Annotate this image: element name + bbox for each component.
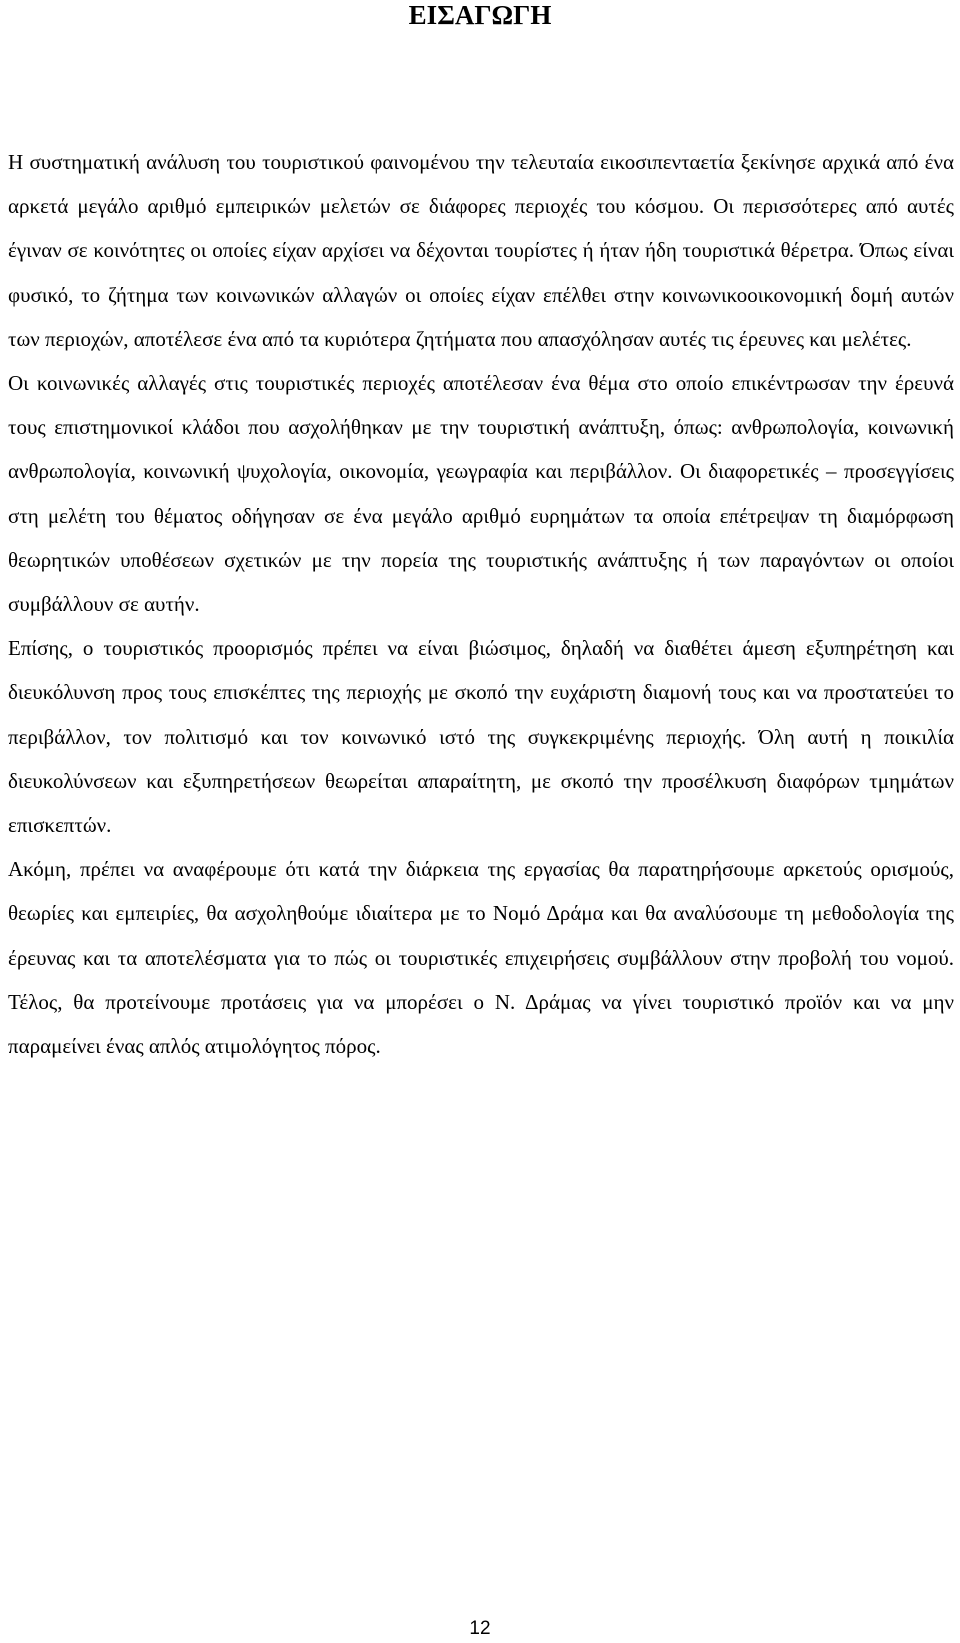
page-number: 12 (469, 1618, 491, 1639)
paragraph-1: Η συστηματική ανάλυση του τουριστικού φαινομένου την τελευταία εικοσιπενταετία ξεκίνησε αρχικά από ένα αρκετά μεγάλο αριθμό εμπειρικών μελετών σε διάφορες περιοχές του κόσμου. Οι περισσότερες από αυτές έγιναν σε κοινότητες οι οποίες είχαν αρχίσει να δέχονται τουρίστες ή ήταν ήδη τουριστικά θέρετρα. Όπως είναι φυσικό, το ζήτημα των κοινωνικών αλλαγών οι οποίες είχαν επέλθει στην κοινωνικοοικονομική δομή αυτών των περιοχών, αποτέλεσε ένα από τα κυριότερα ζητήματα που απασχόλησαν αυτές τις έρευνες και μελέτες. (8, 150, 954, 351)
body-text (8, 140, 954, 1068)
page-title: ΕΙΣΑΓΩΓΗ (408, 0, 552, 30)
paragraph-3: Επίσης, ο τουριστικός προορισμός πρέπει να είναι βιώσιμος, δηλαδή να διαθέτει άμεση εξυπηρέτηση και διευκόλυνση προς τους επισκέπτες της περιοχής με σκοπό την ευχάριστη διαμονή τους και να προστατεύει το περιβάλλον, τον πολιτισμό και τον κοινωνικό ιστό της συγκεκριμένης περιοχής. Όλη αυτή η ποικιλία διευκολύνσεων και εξυπηρετήσεων θεωρείται απαραίτητη, με σκοπό την προσέλκυση διαφόρων τμημάτων επισκεπτών. (8, 636, 954, 838)
paragraph-4: Ακόμη, πρέπει να αναφέρουμε ότι κατά την διάρκεια της εργασίας θα παρατηρήσουμε αρκετούς ορισμούς, θεωρίες και εμπειρίες, θα ασχοληθούμε ιδιαίτερα με το Νομό Δράμα και θα αναλύσουμε τη μεθοδολογία της έρευνας και τα αποτελέσματα για το πώς οι τουριστικές επιχειρήσεις συμβάλλουν στην προβολή του νομού. Τέλος, θα προτείνουμε προτάσεις για να μπορέσει ο Ν. Δράμας να γίνει τουριστικό προϊόν και να μην παραμείνει ένας απλός ατιμολόγητος πόρος. (8, 857, 954, 1059)
paragraph-2: Οι κοινωνικές αλλαγές στις τουριστικές περιοχές αποτέλεσαν ένα θέμα στο οποίο επικέντρωσαν την έρευνά τους επιστημονικοί κλάδοι που ασχολήθηκαν με την τουριστική ανάπτυξη, όπως: ανθρωπολογία, κοινωνική ανθρωπολογία, κοινωνική ψυχολογία, οικονομία, γεωγραφία και περιβάλλον. Οι διαφορετικές – προσεγγίσεις στη μελέτη του θέματος οδήγησαν σε ένα μεγάλο αριθμό ευρημάτων τα οποία επέτρεψαν τη διαμόρφωση θεωρητικών υποθέσεων σχετικών με την πορεία της τουριστικής ανάπτυξης ή των παραγόντων οι οποίοι συμβάλλουν σε αυτήν. (8, 371, 954, 617)
